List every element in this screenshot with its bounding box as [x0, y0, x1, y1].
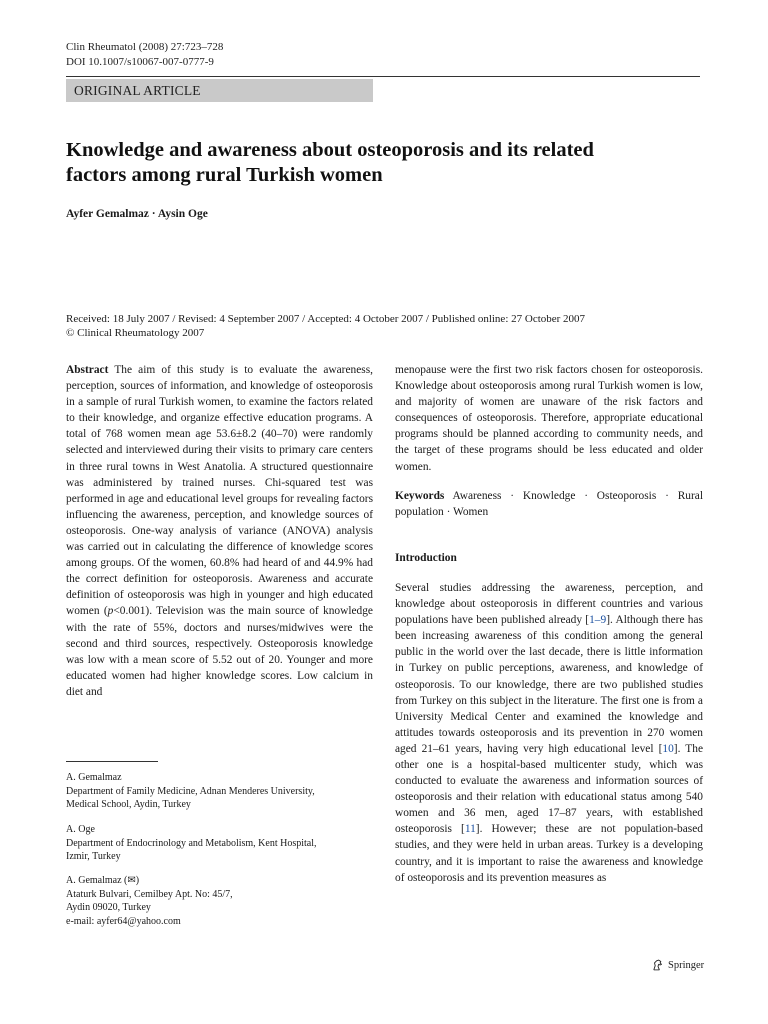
affiliation-line: Izmir, Turkey [66, 851, 121, 862]
intro-text-1: Several studies addressing the awareness, perception, and knowledge about osteoporosis in different countries and various populations have been published already [ [395, 581, 703, 627]
springer-horse-icon [651, 958, 665, 972]
address-line: Aydin 09020, Turkey [66, 902, 151, 913]
affiliation-name: A. Oge [66, 824, 95, 835]
title-line-1: Knowledge and awareness about osteoporosis and its related [66, 139, 594, 161]
keywords [395, 488, 703, 520]
address-line: Ataturk Bulvari, Cemilbey Apt. No: 45/7, [66, 888, 233, 900]
affiliation-line: Medical School, Aydin, Turkey [66, 799, 191, 810]
email[interactable]: e-mail: ayfer64@yahoo.com [66, 915, 181, 927]
article-title [66, 138, 706, 188]
affiliation-1 [66, 771, 376, 812]
intro-text-3: ]. The other one is a hospital-based multicenter study, which was conducted to evaluate the awareness and information sources of osteoporosis and their relation with educational status among 540 women and 36 men, aged 17–87 years, with established osteoporosis [ [395, 742, 704, 836]
doi[interactable]: DOI 10.1007/s10067-007-0777-9 [66, 56, 214, 68]
abstract [66, 362, 373, 700]
citation-link[interactable]: 1–9 [589, 614, 607, 627]
footnote-rule [66, 761, 158, 762]
affiliation-line: Department of Family Medicine, Adnan Menderes University, [66, 785, 315, 797]
abstract-text-1: The aim of this study is to evaluate the awareness, perception, sources of information, and knowledge of osteoporosis in a sample of rural Turkish women, to examine the factors related to their knowledge, and organize effective education programs. A total of 768 women mean age 53.6±8.2 (40–70) were randomly selected and interviewed during their visits to primary care centers in three rural towns in West Anatolia. A structured questionnaire was administered by trained nurses. Chi-squared test was performed in age and educational level groups for revealing factors influencing the awareness, perception, and knowledge sources of osteoporosis. One-way analysis of variance (ANOVA) analysis was carried out in calculating the difference of knowledge scores among groups. Of the women, 60.8% had heard of and 44.9% had the correct definition for osteoporosis. Awareness and accurate definition of osteoporosis was high in younger and high educated women ( [66, 364, 373, 618]
affiliation-name: A. Gemalmaz [66, 772, 122, 783]
publisher-name: Springer [668, 959, 705, 971]
title-line-2: factors among rural Turkish women [66, 164, 383, 186]
envelope-icon: ✉ [127, 875, 136, 886]
affiliation-2 [66, 823, 376, 864]
journal-header [66, 40, 223, 70]
introduction-text [395, 580, 703, 886]
correspondence [66, 874, 376, 928]
citation-link[interactable]: 10 [662, 742, 674, 755]
right-column [395, 362, 703, 886]
introduction-heading: Introduction [395, 551, 457, 564]
springer-logo [651, 958, 704, 972]
keywords-label: Keywords [395, 489, 445, 502]
affiliation-line: Department of Endocrinology and Metabolism, Kent Hospital, [66, 837, 317, 849]
keywords-text: Awareness · Knowledge · Osteoporosis · Rural population · Women [395, 489, 703, 518]
intro-text-2: ]. Although there has been increasing awareness of this condition among the general public in the world over the last decade, there is little information in Turkey on public perceptions, awareness, and knowledge of osteoporosis. To our knowledge, there are two published studies from Turkey on this subject in the literature. The first one is from a University Medical Center and examined the knowledge and attitudes towards osteoporosis and its prevention in 270 women aged 21–61 years, having very high educational level [ [395, 614, 703, 755]
intro-text-4: ]. However; these are not population-based studies, and they were held in urban areas. Turkey is a developing country, and it is important to raise the awareness and knowledge of osteoporosis and its prevention measures as [395, 823, 703, 884]
header-rule [66, 76, 700, 77]
citation-link[interactable]: 11 [464, 823, 476, 836]
authors: Ayfer Gemalmaz · Aysin Oge [66, 208, 208, 220]
copyright: © Clinical Rheumatology 2007 [66, 327, 205, 339]
correspondence-paren: ) [135, 875, 140, 886]
abstract-label: Abstract [66, 364, 109, 376]
article-type-banner: ORIGINAL ARTICLE [66, 79, 373, 102]
correspondence-name [66, 874, 376, 888]
abstract-continued: menopause were the first two risk factors chosen for osteoporosis. Knowledge about osteoporosis among rural Turkish women is low, and majority of women are unaware of the risk factors and consequences of osteoporosis. Therefore, appropriate educational programs should be planned according to community needs, and the target of these programs should be less educated and older women. [395, 364, 703, 473]
correspondence-author: A. Gemalmaz ( [66, 875, 128, 886]
history-dates: Received: 18 July 2007 / Revised: 4 September 2007 / Accepted: 4 October 2007 / Published online: 27 October 2007 [66, 313, 586, 325]
abstract-text-2: <0.001). Television was the main source of knowledge with the rate of 55%, doctors and nurses/midwives were the second and third sources, respectively. Osteoporosis knowledge was low with a mean score of 5.52 out of 20. Younger and more educated women had higher knowledge scores. Low calcium in diet and [66, 605, 373, 698]
p-value-symbol: p [107, 605, 114, 618]
journal-citation: Clin Rheumatol (2008) 27:723–728 [66, 41, 224, 53]
left-column [66, 362, 373, 700]
publication-history [66, 312, 585, 340]
